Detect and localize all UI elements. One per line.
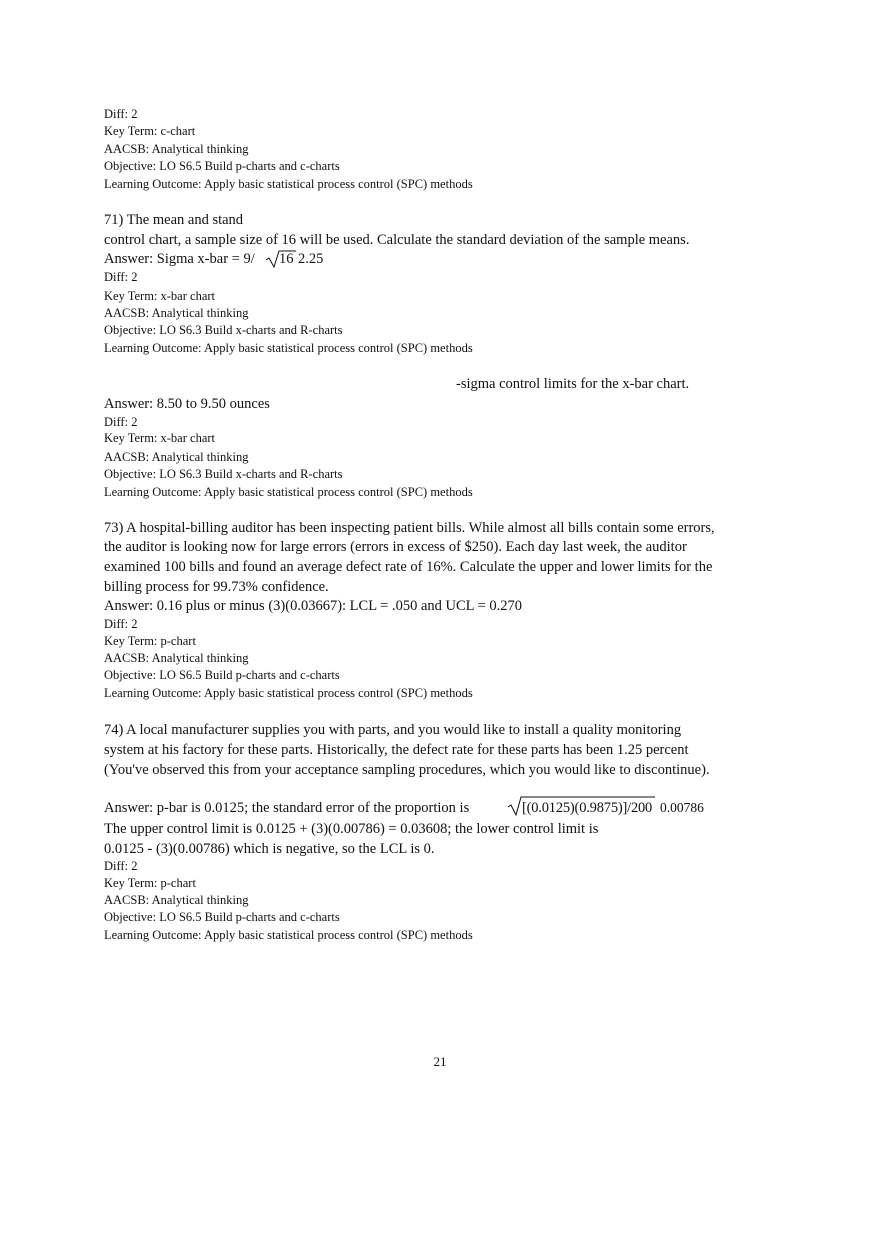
q74-diff: Diff: 2 [104,859,138,873]
q74-objective: Objective: LO S6.5 Build p-charts and c-charts [104,910,340,924]
q72-objective: Objective: LO S6.3 Build x-charts and R-charts [104,467,343,481]
q73-answer: Answer: 0.16 plus or minus (3)(0.03667): LCL = .050 and UCL = 0.270 [104,598,523,614]
q71-aacsb: AACSB: Analytical thinking [104,306,249,320]
q70-aacsb: AACSB: Analytical thinking [104,142,249,156]
q74-answer-line2: The upper control limit is 0.0125 + (3)(0.00786) = 0.03608; the lower control limit is [104,821,599,837]
q73-question-line4: billing process for 99.73% confidence. [104,579,329,595]
q73-diff: Diff: 2 [104,617,138,631]
q71-diff: Diff: 2 [104,270,138,284]
q74-answer-result: 0.00786 [660,800,704,815]
q71-key-term: Key Term: x-bar chart [104,289,215,303]
q71-question-line2: control chart, a sample size of 16 will be used. Calculate the standard deviation of the sample means. [104,232,690,248]
q73-key-term: Key Term: p-chart [104,634,196,648]
q74-question-line1: 74) A local manufacturer supplies you with parts, and you would like to install a quality monitoring [104,722,682,738]
q74-answer-prefix: Answer: p-bar is 0.0125; the standard error of the proportion is [104,800,470,816]
q72-answer: Answer: 8.50 to 9.50 ounces [104,396,270,412]
q72-question-fragment: -sigma control limits for the x-bar chart. [456,376,690,392]
q70-key-term: Key Term: c-chart [104,124,196,138]
q73-question-line2: the auditor is looking now for large errors (errors in excess of $250). Each day last week, the auditor [104,539,687,555]
q73-objective: Objective: LO S6.5 Build p-charts and c-charts [104,668,340,682]
q70-learning-outcome: Learning Outcome: Apply basic statistical process control (SPC) methods [104,177,473,191]
q73-question-line3: examined 100 bills and found an average defect rate of 16%. Calculate the upper and lower limits for the [104,559,713,575]
q71-radicand: 16 [279,251,294,267]
q71-learning-outcome: Learning Outcome: Apply basic statistical process control (SPC) methods [104,341,473,355]
q74-aacsb: AACSB: Analytical thinking [104,893,249,907]
q71-answer-prefix: Answer: Sigma x-bar = 9/ [104,251,255,267]
q72-key-term: Key Term: x-bar chart [104,431,215,445]
q74-answer-line3: 0.0125 - (3)(0.00786) which is negative, so the LCL is 0. [104,841,435,857]
q73-learning-outcome: Learning Outcome: Apply basic statistical process control (SPC) methods [104,686,473,700]
q74-learning-outcome: Learning Outcome: Apply basic statistical process control (SPC) methods [104,928,473,942]
q74-question-line3: (You've observed this from your acceptance sampling procedures, which you would like to discontinue). [104,762,710,778]
q72-learning-outcome: Learning Outcome: Apply basic statistical process control (SPC) methods [104,485,473,499]
q74-radicand: [(0.0125)(0.9875)]/200 [522,800,653,816]
q73-question-line1: 73) A hospital-billing auditor has been inspecting patient bills. While almost all bills contain some errors, [104,520,715,536]
q72-diff: Diff: 2 [104,415,138,429]
q71-answer-result: 2.25 [298,251,324,267]
q73-aacsb: AACSB: Analytical thinking [104,651,249,665]
q71-question-line1: 71) The mean and stand [104,212,244,228]
q70-objective: Objective: LO S6.5 Build p-charts and c-charts [104,159,340,173]
q74-question-line2: system at his factory for these parts. Historically, the defect rate for these parts has been 1.25 percent [104,742,689,758]
q70-diff: Diff: 2 [104,107,138,121]
q71-objective: Objective: LO S6.3 Build x-charts and R-charts [104,323,343,337]
page-number: 21 [433,1054,447,1069]
q74-key-term: Key Term: p-chart [104,876,196,890]
q72-aacsb: AACSB: Analytical thinking [104,450,249,464]
